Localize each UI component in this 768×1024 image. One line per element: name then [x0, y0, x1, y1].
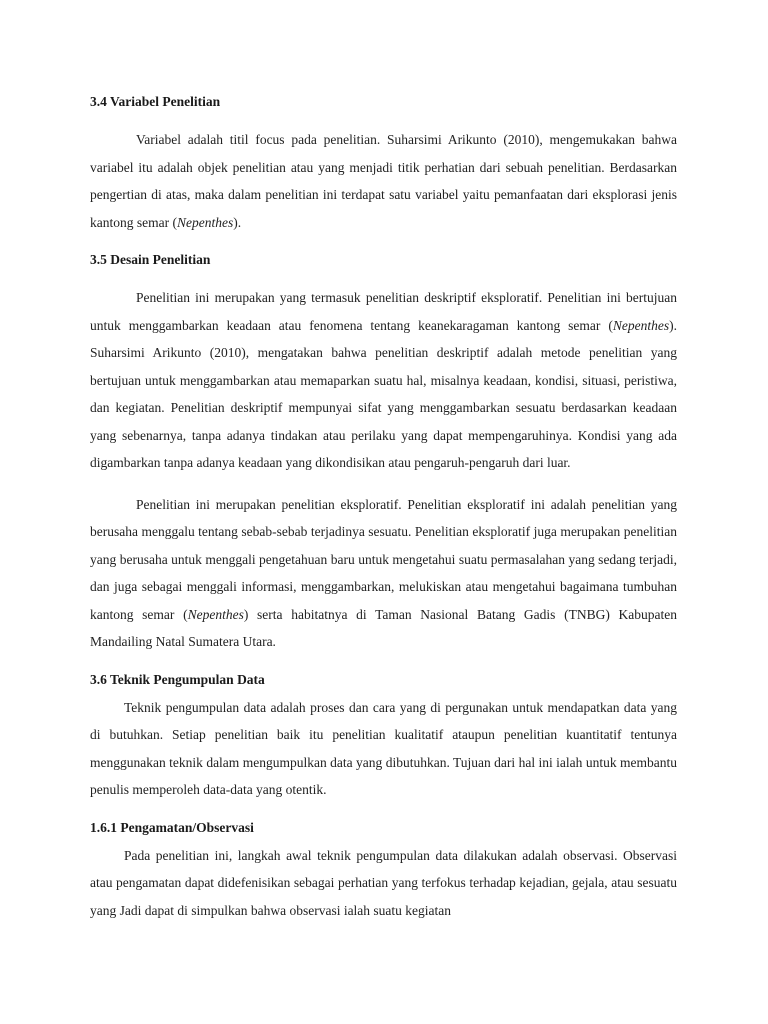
paragraph-desain-1	[90, 284, 677, 477]
italic-term: Nepenthes	[612, 317, 670, 333]
italic-term: Nepenthes	[176, 214, 234, 230]
section-heading-3-6: 3.6 Teknik Pengumpulan Data	[90, 671, 265, 687]
italic-term: Nepenthes	[187, 606, 244, 622]
paragraph-text: Penelitian ini merupakan penelitian eksploratif. Penelitian eksploratif ini adalah penelitian yang berusaha menggalu tentang sebab-sebab terjadinya sesuatu. Penelitian eksploratif juga merupakan penelitian yang berusaha untuk menggali pengetahuan baru untuk mengetahui suatu permasalahan yang sedang terjadi, dan juga sebagai menggali informasi, menggambarkan, melukiskan atau mengetahui bagaimana tumbuhan kantong semar (	[90, 496, 677, 622]
paragraph-text: ).	[233, 214, 242, 230]
paragraph-text: ) serta habitatnya di Taman Nasional Batang Gadis (TNBG) Kabupaten Mandailing Natal Sumatera Utara.	[90, 606, 677, 649]
paragraph-text: Penelitian ini merupakan yang termasuk penelitian deskriptif eksploratif. Penelitian ini bertujuan untuk menggambarkan keadaan atau fenomena tentang keanekaragaman kantong semar (	[90, 290, 677, 333]
section-heading-3-4: 3.4 Variabel Penelitian	[90, 94, 221, 109]
paragraph-teknik: Teknik pengumpulan data adalah proses dan cara yang di pergunakan untuk mendapatkan data yang di butuhkan. Setiap penelitian baik itu penelitian kualitatif ataupun penelitian kuantitatif tentunya menggunakan teknik dalam mengumpulkan data yang dibutuhkan. Tujuan dari hal ini ialah untuk membantu penulis memperoleh data-data yang otentik.	[90, 699, 677, 797]
document-body	[90, 92, 677, 924]
section-heading-1-6-1: 1.6.1 Pengamatan/Observasi	[90, 819, 254, 835]
paragraph-variabel	[90, 126, 677, 236]
paragraph-text: ). Suharsimi Arikunto (2010), mengatakan bahwa penelitian deskriptif adalah metode penelitian yang bertujuan untuk menggambarkan atau memaparkan suatu hal, misalnya keadaan, kondisi, situasi, peristiwa, dan kegiatan. Penelitian deskriptif mempunyai sifat yang menggambarkan sesuatu berdasarkan keadaan yang sebenarnya, tanpa adanya tindakan atau perilaku yang dapat mempengaruhinya. Kondisi yang ada digambarkan tanpa adanya keadaan yang dikondisikan atau pengaruh-pengaruh dari luar.	[90, 317, 677, 470]
paragraph-observasi: Pada penelitian ini, langkah awal teknik pengumpulan data dilakukan adalah observasi. Observasi atau pengamatan dapat didefenisikan sebagai perhatian yang terfokus terhadap kejadian, gejala, atau sesuatu yang Jadi dapat di simpulkan bahwa observasi ialah suatu kegiatan	[90, 847, 677, 918]
section-heading-3-5: 3.5 Desain Penelitian	[90, 252, 211, 267]
paragraph-text: Variabel adalah titil focus pada penelitian. Suharsimi Arikunto (2010), mengemukakan bahwa variabel itu adalah objek penelitian atau yang menjadi titik perhatian dari sebuah penelitian. Berdasarkan pengertian di atas, maka dalam penelitian ini terdapat satu variabel yaitu pemanfaatan dari eksplorasi jenis kantong semar (	[90, 132, 677, 230]
paragraph-desain-2	[90, 491, 677, 656]
